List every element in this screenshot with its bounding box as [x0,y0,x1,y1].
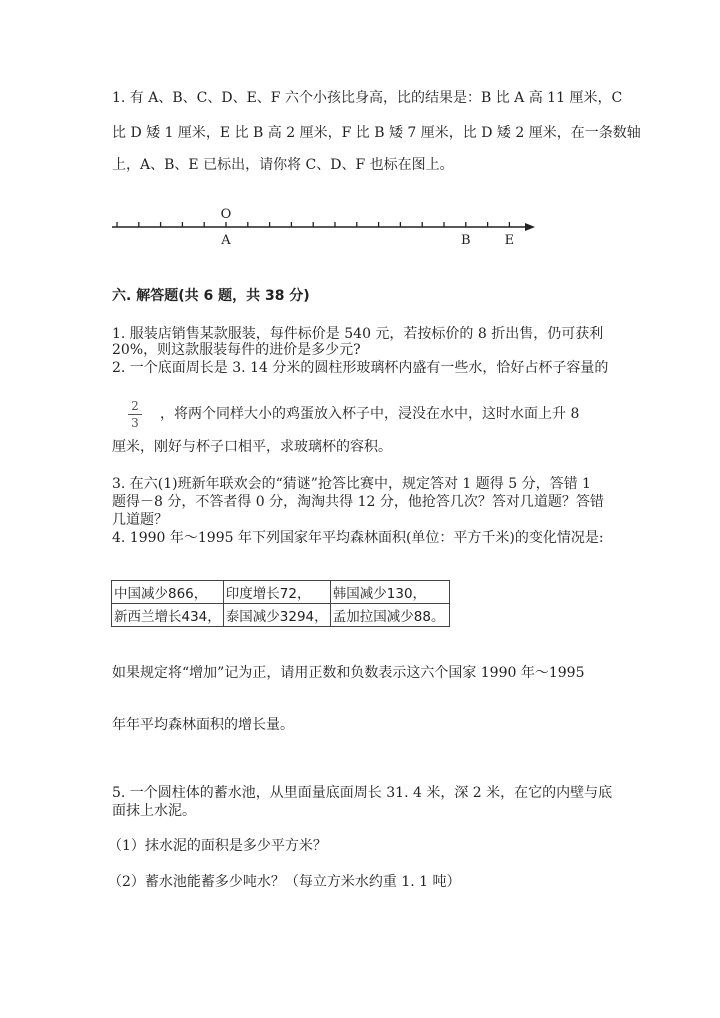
problem-1-line-3: 上，A、B、E 已标出，请你将 C、D、F 也标在图上。 [112,157,454,173]
point-labels [220,233,514,248]
problem-1-line-1: 1. 有 A、B、C、D、E、F 六个小孩比身高，比的结果是：B 比 A 高 11 厘米，C [112,90,623,106]
table-cell: 孟加拉国减少88。 [330,604,449,627]
q5-line-2: 面抹上水泥。 [112,803,196,819]
table-cell: 中国减少866， [112,581,224,604]
q3-line-3: 几道题？ [112,512,168,528]
point-label-a: A [221,233,231,248]
arrow-right-icon [525,223,535,231]
table-cell: 泰国减少3294， [223,604,330,627]
number-line [110,200,540,250]
q5-line-1: 5. 一个圆柱体的蓄水池，从里面量底面周长 31. 4 米，深 2 米，在它的内壁与底 [112,785,613,801]
point-label-b: B [461,233,471,248]
q2-line-1: 2. 一个底面周长是 3. 14 分米的圆柱形玻璃杯内盛有一些水，恰好占杯子容量的 [112,360,609,376]
q4-intro: 4. 1990 年～1995 年下列国家年平均森林面积(单位：平方千米)的变化情况是: [112,530,604,546]
point-label-e: E [504,233,515,248]
q2-line-3: 厘米，刚好与杯子口相平，求玻璃杯的容积。 [112,439,392,455]
table-row [112,581,450,604]
forest-change-table [111,580,450,627]
fraction-numerator: 2 [131,399,139,413]
q1-line-2: 20%，则这款服装每件的进价是多少元? [112,342,361,358]
fraction-denominator: 3 [131,416,139,430]
q5-sub-2: （2）蓄水池能蓄多少吨水？（每立方米水约重 1. 1 吨） [108,874,461,890]
table-cell: 新西兰增长434， [112,604,224,627]
section-title: 六. 解答题(共 6 题，共 38 分) [112,288,310,304]
q4-follow-line-2: 年年平均森林面积的增长量。 [112,717,294,733]
fraction [128,399,142,430]
origin-label: O [220,207,232,222]
q2-line-2: ，将两个同样大小的鸡蛋放入杯子中，浸没在水中，这时水面上升 8 [160,406,580,422]
q1-line-1: 1. 服装店销售某款服装，每件标价是 540 元，若按标价的 8 折出售，仍可获利 [112,326,604,342]
q3-line-2: 题得－8 分，不答者得 0 分，淘淘共得 12 分，他抢答几次？答对几道题？答错 [112,494,604,510]
table-cell: 印度增长72， [223,581,330,604]
q5-sub-1: （1）抹水泥的面积是多少平方米？ [108,838,327,854]
table-row [112,604,450,627]
problem-1-line-2: 比 D 矮 1 厘米，E 比 B 高 2 厘米，F 比 B 矮 7 厘米，比 D 矮 2 厘米，在一条数轴 [112,125,641,141]
table-cell: 韩国减少130， [330,581,449,604]
q3-line-1: 3. 在六(1)班新年联欢会的“猜谜”抢答比赛中，规定答对 1 题得 5 分，答错 1 [112,476,591,492]
q4-follow-line-1: 如果规定将“增加”记为正，请用正数和负数表示这六个国家 1990 年～1995 [112,665,585,681]
